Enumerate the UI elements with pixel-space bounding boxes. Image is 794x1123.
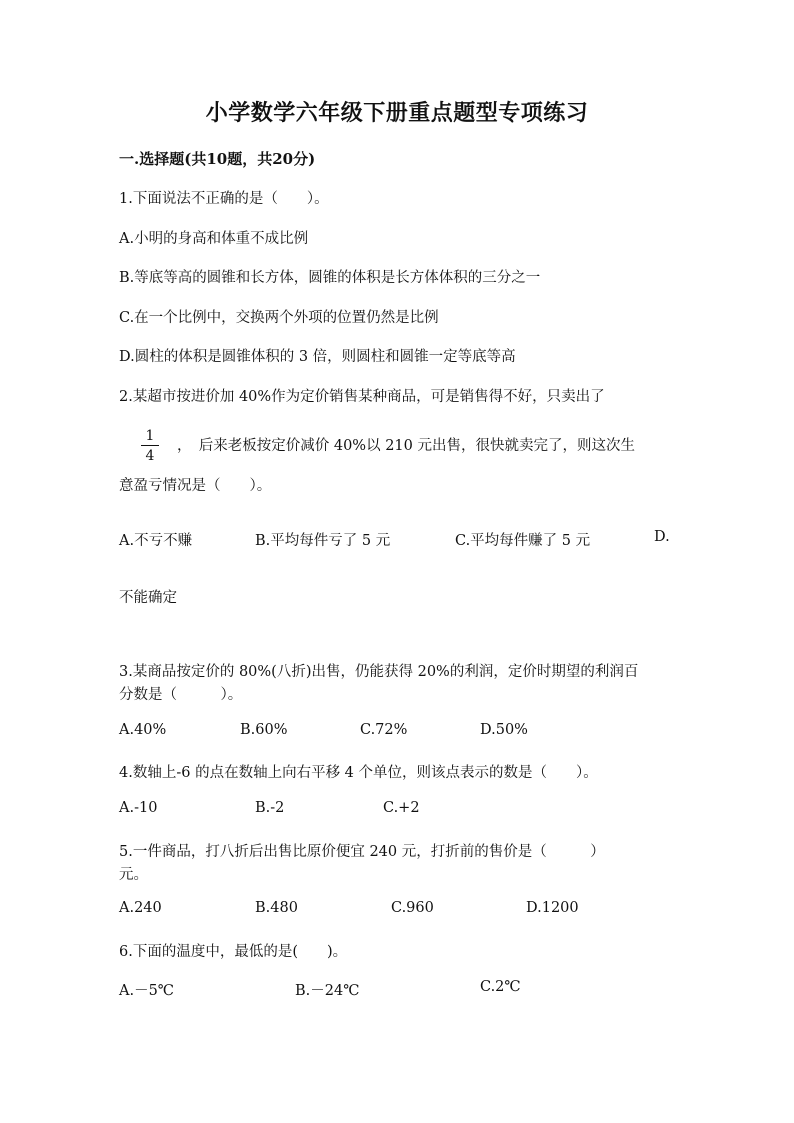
question-2-fraction bbox=[141, 428, 159, 464]
question-2-option-c: C.平均每件赚了 5 元 bbox=[455, 533, 591, 549]
question-5-option-d: D.1200 bbox=[526, 900, 579, 916]
question-6-option-b: B.－24℃ bbox=[295, 983, 360, 999]
page-title: 小学数学六年级下册重点题型专项练习 bbox=[205, 100, 589, 126]
question-4-stem: 4.数轴上-6 的点在数轴上向右平移 4 个单位，则该点表示的数是（ ）。 bbox=[119, 765, 598, 781]
fraction-bar bbox=[141, 445, 159, 446]
question-1-option-c: C.在一个比例中，交换两个外项的位置仍然是比例 bbox=[119, 310, 439, 326]
fraction-denominator: 4 bbox=[145, 448, 155, 464]
question-6-option-c: C.2℃ bbox=[480, 979, 521, 995]
question-2-option-d: D. bbox=[654, 529, 670, 545]
question-2-stem-line-1: 2.某超市按进价加 40%作为定价销售某种商品，可是销售得不好，只卖出了 bbox=[119, 389, 605, 405]
question-3-option-c: C.72% bbox=[360, 722, 408, 738]
question-3-stem-line-2: 分数是（ ）。 bbox=[119, 687, 243, 703]
question-5-option-c: C.960 bbox=[391, 900, 434, 916]
question-3-option-a: A.40% bbox=[119, 722, 167, 738]
question-2-option-a: A.不亏不赚 bbox=[119, 533, 193, 549]
question-4-option-b: B.-2 bbox=[255, 800, 285, 816]
question-1-option-a: A.小明的身高和体重不成比例 bbox=[119, 231, 309, 247]
question-5-option-b: B.480 bbox=[255, 900, 298, 916]
question-5-stem-line-1: 5.一件商品，打八折后出售比原价便宜 240 元，打折前的售价是（ ） bbox=[119, 844, 605, 860]
question-4-option-a: A.-10 bbox=[119, 800, 158, 816]
section-heading: 一.选择题(共10题，共20分) bbox=[119, 150, 316, 168]
fraction-numerator: 1 bbox=[145, 428, 155, 444]
question-6-option-a: A.－5℃ bbox=[119, 983, 175, 999]
question-6-stem: 6.下面的温度中，最低的是( )。 bbox=[119, 944, 348, 960]
question-1-option-b: B.等底等高的圆锥和长方体，圆锥的体积是长方体体积的三分之一 bbox=[119, 270, 541, 286]
question-1-stem: 1.下面说法不正确的是（ ）。 bbox=[119, 191, 329, 207]
question-1-option-d: D.圆柱的体积是圆锥体积的 3 倍，则圆柱和圆锥一定等底等高 bbox=[119, 349, 516, 365]
question-2-stem-line-3: 意盈亏情况是（ ）。 bbox=[119, 478, 272, 494]
question-2-option-b: B.平均每件亏了 5 元 bbox=[255, 533, 391, 549]
question-3-option-b: B.60% bbox=[240, 722, 288, 738]
question-2-stem-line-2: ， 后来老板按定价减价 40%以 210 元出售，很快就卖完了，则这次生 bbox=[177, 438, 635, 454]
question-2-option-d-text: 不能确定 bbox=[119, 590, 177, 606]
question-4-option-c: C.+2 bbox=[383, 800, 420, 816]
question-3-stem-line-1: 3.某商品按定价的 80%(八折)出售，仍能获得 20%的利润，定价时期望的利润百 bbox=[119, 664, 639, 680]
question-5-option-a: A.240 bbox=[119, 900, 162, 916]
question-5-stem-line-2: 元。 bbox=[119, 867, 148, 883]
question-3-option-d: D.50% bbox=[480, 722, 528, 738]
